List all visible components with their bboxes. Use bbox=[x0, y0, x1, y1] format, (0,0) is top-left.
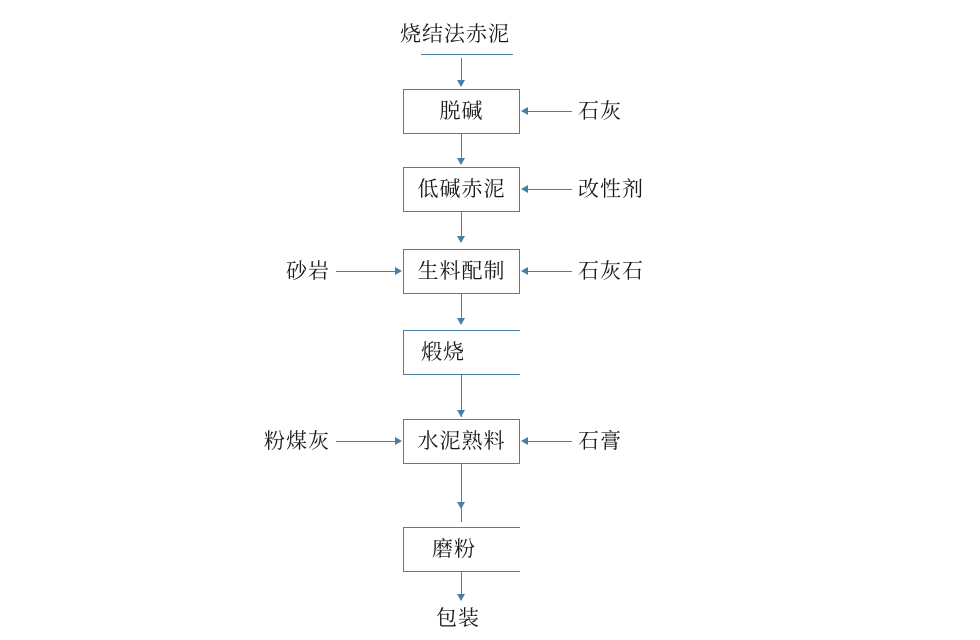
arrowhead-shihuishi-to-shengliao bbox=[521, 267, 528, 275]
connector-gaixingji-to-dijianchini bbox=[528, 189, 572, 190]
arrowhead-duanshao-to-shuinishuliao bbox=[457, 410, 465, 417]
input-label-shigao: 石膏 bbox=[578, 429, 622, 453]
arrowhead-title-to-dejian bbox=[457, 80, 465, 87]
connector-shihui-to-dejian bbox=[528, 111, 572, 112]
connector-shuinishuliao-to-mofen bbox=[461, 464, 462, 522]
connector-shihuishi-to-shengliao bbox=[528, 271, 572, 272]
end-label-baozhuang: 包装 bbox=[436, 606, 480, 630]
arrowhead-shihui-to-dejian bbox=[521, 107, 528, 115]
input-label-shihui: 石灰 bbox=[578, 99, 622, 123]
arrowhead-shengliao-to-duanshao bbox=[457, 318, 465, 325]
node-shuini-shuliao: 水泥熟料 bbox=[403, 419, 520, 464]
arrowhead-shuinishuliao-to-mofen bbox=[457, 502, 465, 509]
title-underline bbox=[421, 54, 513, 55]
node-shengliao-peizhi: 生料配制 bbox=[403, 249, 520, 294]
connector-fenmeihui-to-shuinishuliao bbox=[336, 441, 396, 442]
arrowhead-shayan-to-shengliao bbox=[395, 267, 402, 275]
arrowhead-dejian-to-dijianchini bbox=[457, 158, 465, 165]
input-label-shayan: 砂岩 bbox=[286, 259, 330, 283]
connector-shigao-to-shuinishuliao bbox=[528, 441, 572, 442]
input-label-shihuishi: 石灰石 bbox=[578, 259, 644, 283]
diagram-title: 烧结法赤泥 bbox=[400, 22, 510, 46]
node-dijian-chini: 低碱赤泥 bbox=[403, 167, 520, 212]
connector-shayan-to-shengliao bbox=[336, 271, 396, 272]
node-duanshao: 煅烧 bbox=[403, 330, 520, 375]
arrowhead-dijianchini-to-shengliao bbox=[457, 236, 465, 243]
input-label-fenmeihui: 粉煤灰 bbox=[264, 429, 330, 453]
arrowhead-mofen-to-baozhuang bbox=[457, 594, 465, 601]
node-dejian: 脱碱 bbox=[403, 89, 520, 134]
node-mofen: 磨粉 bbox=[403, 527, 520, 572]
arrowhead-gaixingji-to-dijianchini bbox=[521, 185, 528, 193]
input-label-gaixingji: 改性剂 bbox=[578, 177, 644, 201]
arrowhead-fenmeihui-to-shuinishuliao bbox=[395, 437, 402, 445]
arrowhead-shigao-to-shuinishuliao bbox=[521, 437, 528, 445]
